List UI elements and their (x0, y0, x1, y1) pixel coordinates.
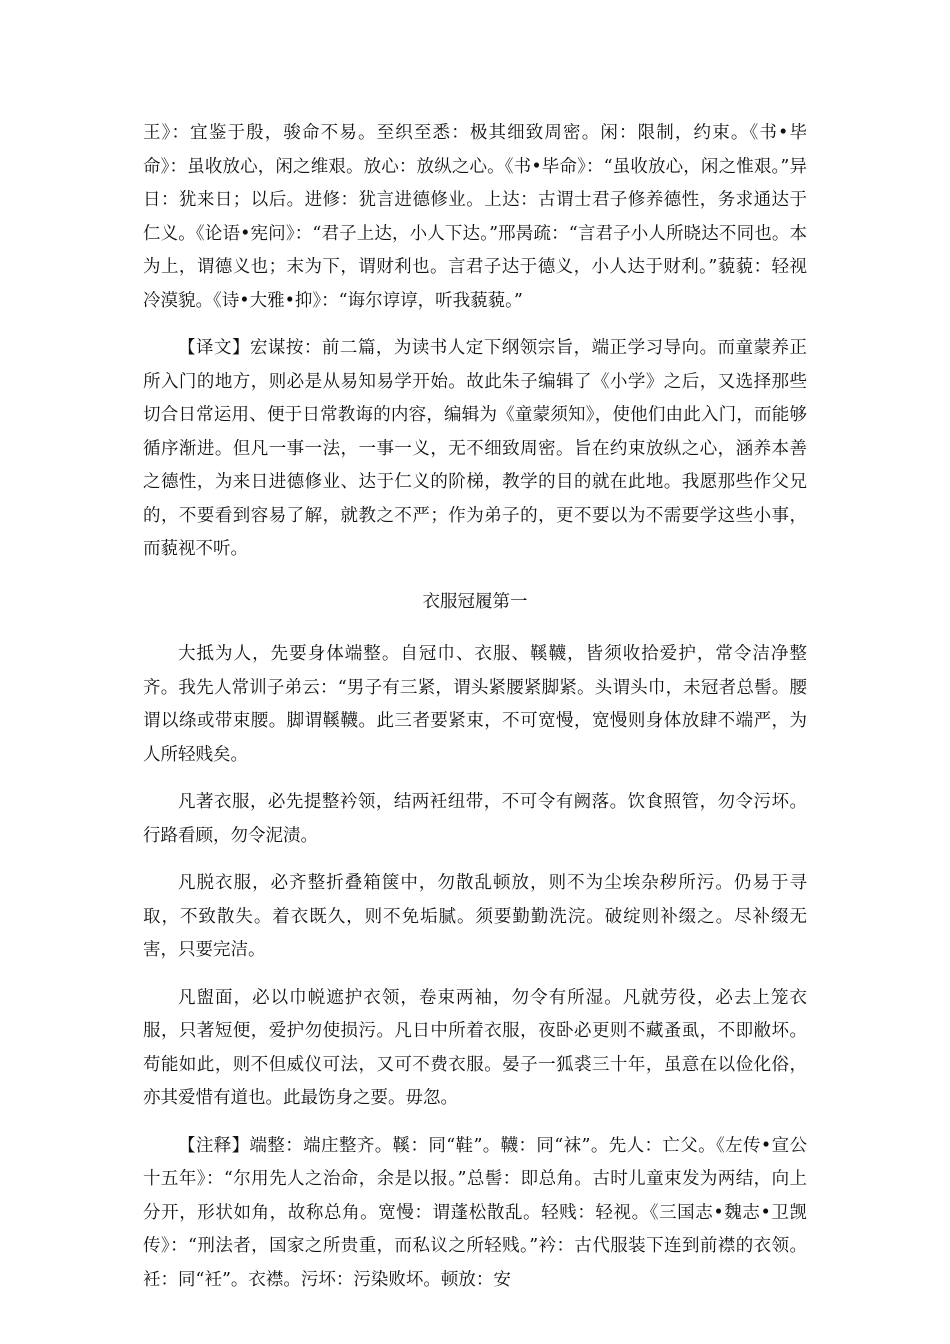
notes-paragraph: 【注释】端整：端庄整齐。鞵：同“鞋”。韈：同“袜”。先人：亡父。《左传•宣公十五年》：“尔用先人之治命，余是以报。”总髻：即总角。古时儿童束发为两结，向上分开，形状如角，故称总角。宽慢：谓蓬松散乱。轻贱：轻视。《三国志•魏志•卫觊传》：“刑法者，国家之所贵重，而私议之所轻贱。”衿：古代服装下连到前襟的衣领。衽：同“衽”。衣襟。污坏：污染败坏。顿放：安 (143, 1135, 807, 1290)
section-heading: 衣服冠履第一 (422, 591, 528, 612)
body-paragraph: 大抵为人，先要身体端整。自冠巾、衣服、鞵韈，皆须收拾爱护，常令洁净整齐。我先人常训子弟云：“男子有三紧，谓头紧腰紧脚紧。头谓头巾，未冠者总髻。腰谓以绦或带束腰。脚谓鞵韈。此三者要紧束，不可宽慢，宽慢则身体放肆不端严，为人所轻贱矣。 (143, 644, 807, 765)
body-paragraph: 凡盥面，必以巾帨遮护衣领，卷束两袖，勿令有所湿。凡就劳役，必去上笼衣服，只著短便，爱护勿使损污。凡日中所着衣服，夜卧必更则不藏蚤虱，不即敝坏。苟能如此，则不但威仪可法，又可不费衣服。晏子一狐裘三十年，虽意在以俭化俗，亦其爱惜有道也。此最饬身之要。毋忽。 (143, 987, 807, 1108)
translation-paragraph: 【译文】宏谋按：前二篇，为读书人定下纲领宗旨，端正学习导向。而童蒙养正所入门的地方，则必是从易知易学开始。故此朱子编辑了《小学》之后，又选择那些切合日常运用、便于日常教诲的内容，编辑为《童蒙须知》，使他们由此入门，而能够循序渐进。但凡一事一法，一事一义，无不细致周密。旨在约束放纵之心，涵养本善之德性，为来日进德修业、达于仁义的阶梯，教学的目的就在此地。我愿那些作父兄的，不要看到容易了解，就教之不严；作为弟子的，更不要以为不需要学这些小事，而藐视不听。 (143, 338, 807, 559)
body-paragraph: 凡脱衣服，必齐整折叠箱箧中，勿散乱顿放，则不为尘埃杂秽所污。仍易于寻取，不致散失。着衣既久，则不免垢腻。须要勤勤洗浣。破绽则补缀之。尽补缀无害，只要完洁。 (143, 873, 807, 960)
body-paragraph: 凡著衣服，必先提整衿领，结两衽纽带，不可令有阙落。饮食照管，勿令污坏。行路看顾，勿令泥渍。 (143, 792, 807, 846)
annotation-continuation: 王》：宜鉴于殷，骏命不易。至织至悉：极其细致周密。闲：限制，约束。《书•毕命》：虽收放心，闲之维艰。放心：放纵之心。《书•毕命》：“虽收放心，闲之惟艰。”异日：犹来日；以后。进修：犹言进德修业。上达：古谓士君子修养德性，务求通达于仁义。《论语•宪问》：“君子上达，小人下达。”邢昺疏：“言君子小人所晓达不同也。本为上，谓德义也；末为下，谓财利也。言君子达于德义，小人达于财利。”藐藐：轻视冷漠貌。《诗•大雅•抑》：“诲尔谆谆，听我藐藐。” (143, 123, 807, 311)
document-page (143, 117, 807, 1311)
